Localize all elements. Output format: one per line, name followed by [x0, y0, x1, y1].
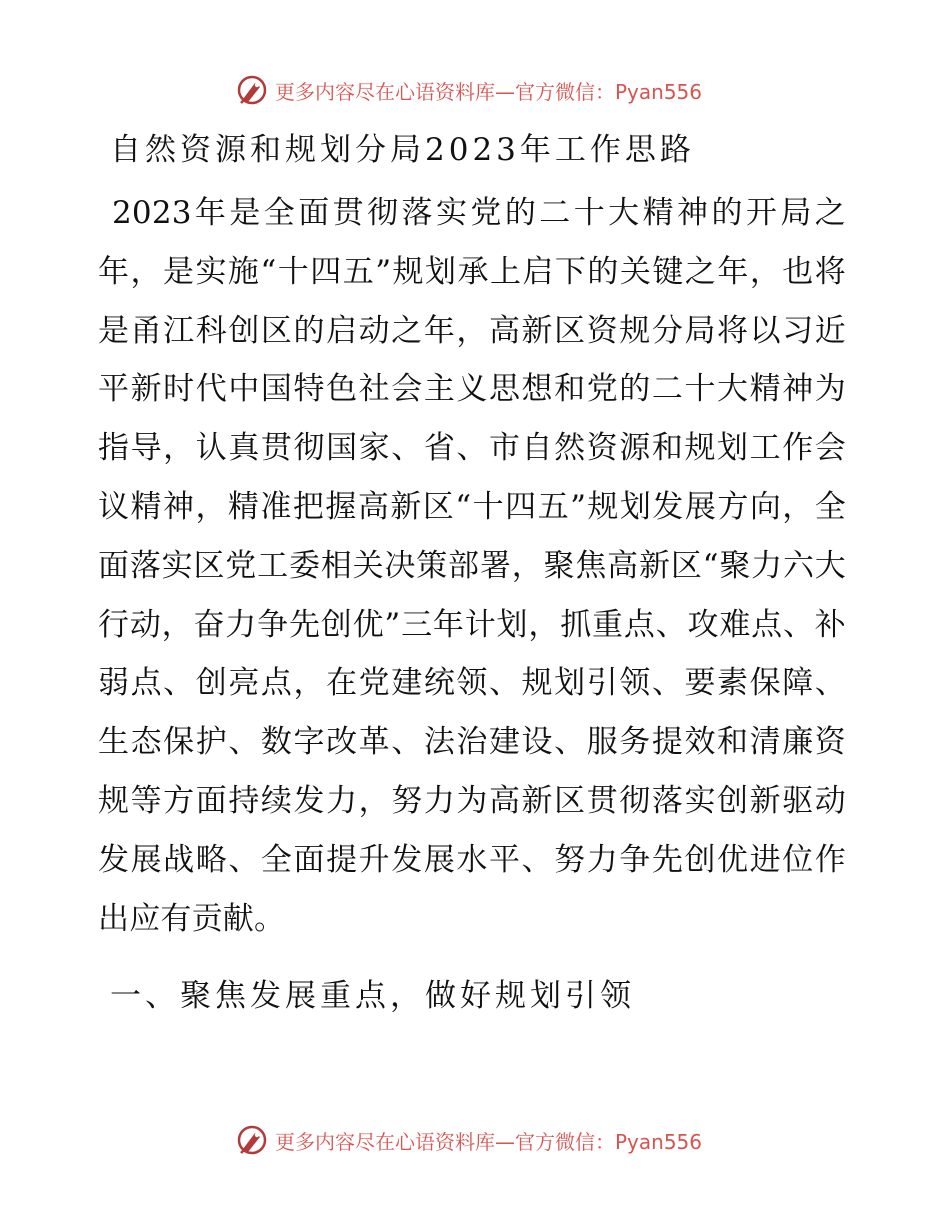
- watermark-text: 更多内容尽在心语资料库—官方微信：Pyan556: [275, 1129, 703, 1154]
- header-watermark: [235, 70, 755, 110]
- pen-nib-logo-icon: [235, 73, 269, 107]
- body-paragraph: 2023年是全面贯彻落实党的二十大精神的开局之年，是实施“十四五”规划承上启下的关键之年，也将是甬江科创区的启动之年，高新区资规分局将以习近平新时代中国特色社会主义思想和党的二十大精神为指导，认真贯彻国家、省、市自然资源和规划工作会议精神，精准把握高新区“十四五”规划发展方向，全面落实区党工委相关决策部署，聚焦高新区“聚力六大行动，奋力争先创优”三年计划，抓重点、攻难点、补弱点、创亮点，在党建统领、规划引领、要素保障、生态保护、数字改革、法治建设、服务提效和清廉资规等方面持续发力，努力为高新区贯彻落实创新驱动发展战略、全面提升发展水平、努力争先创优进位作出应有贡献。: [98, 195, 846, 937]
- footer-watermark: [235, 1120, 755, 1160]
- section-heading: 一、聚焦发展重点，做好规划引领: [110, 978, 635, 1014]
- document-title: 自然资源和规划分局2023年工作思路: [110, 132, 695, 168]
- pen-nib-logo-icon: [235, 1123, 269, 1157]
- watermark-text: 更多内容尽在心语资料库—官方微信：Pyan556: [275, 79, 703, 104]
